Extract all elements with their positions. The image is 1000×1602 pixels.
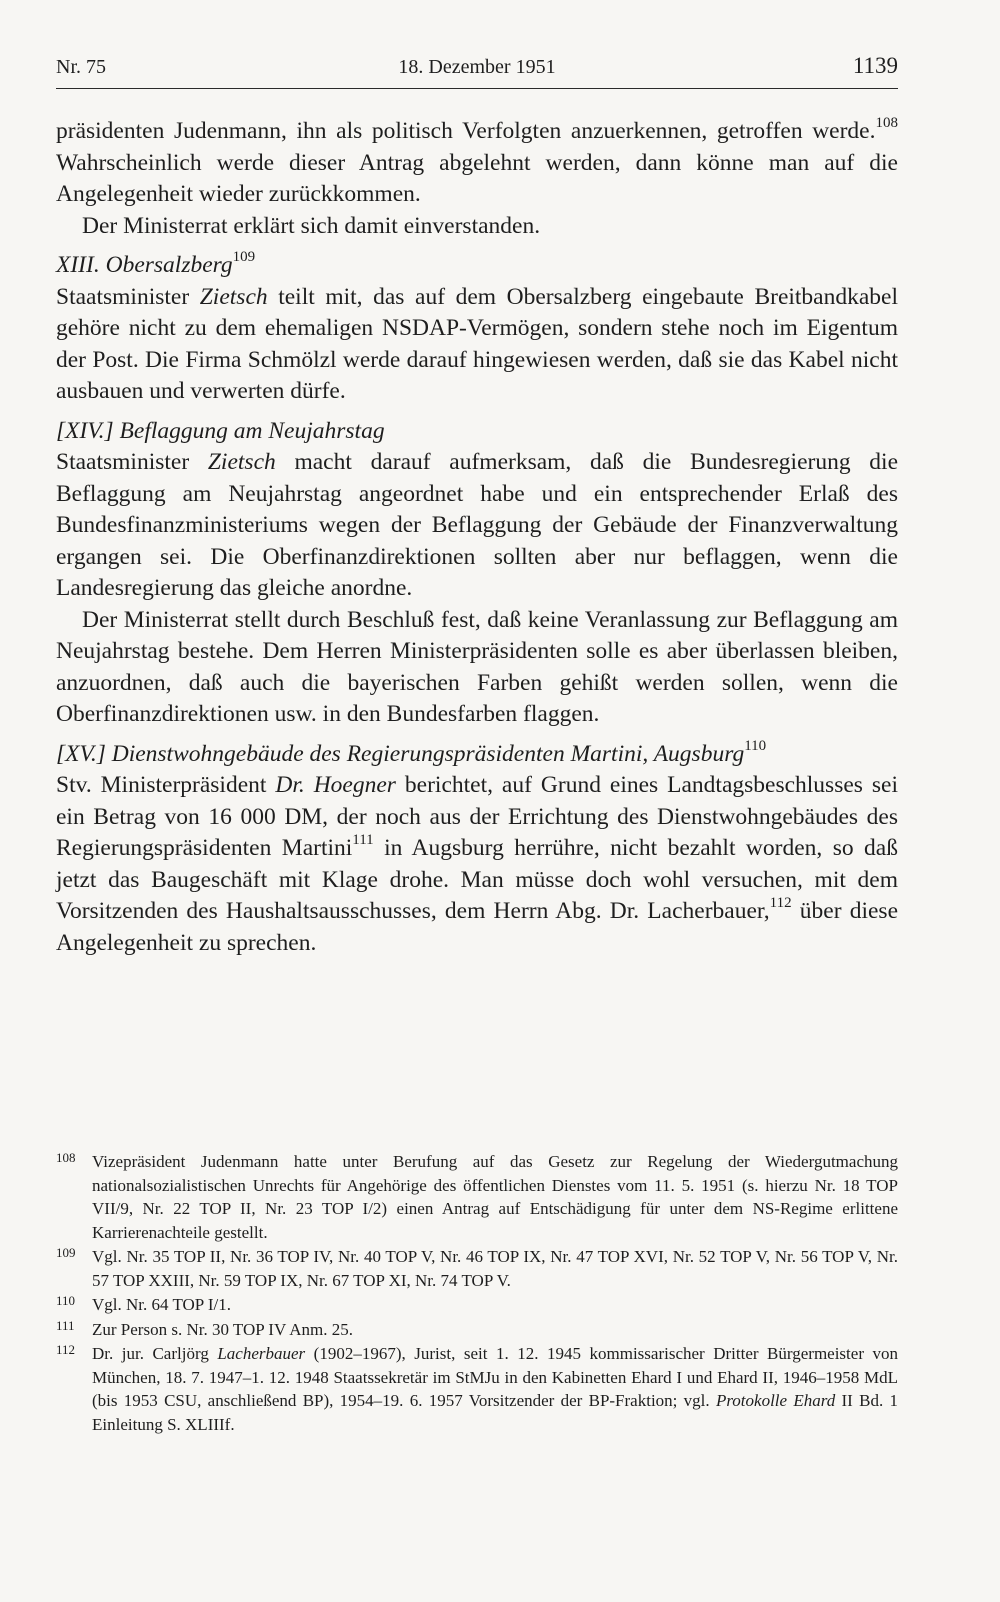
- footnote-110: 110 Vgl. Nr. 64 TOP I/1.: [56, 1293, 232, 1314]
- paragraph: Staatsminister Zietsch macht darauf aufmerksam, daß die Bundesregierung die Beflaggung am Neujahrstag angeordnet habe und ein entsprechender Erlaß des Bundesfinanzministeriums wegen der Beflaggung der Gebäude der Finanzverwaltung ergangen sei. Die Oberfinanzdirektionen sollten aber nur beflaggen, wenn die Landesregierung das gleiche anordne.: [56, 449, 899, 601]
- footnotes: [56, 1150, 898, 1437]
- paragraph: präsidenten Judenmann, ihn als politisch Verfolgten anzuerkennen, getroffen werde.$^{108}$ Wahrscheinlich werde dieser Antrag abgelehnt werden, dann könne man auf die Angelegenheit wieder zurückkommen.: [56, 115, 898, 207]
- footnote-112: 112 Dr. jur. Carljörg Lacherbauer (1902–1967), Jurist, seit 1. 12. 1945 kommissarischer Dritter Bürgermeister von München, 18. 7. 1947–1. 12. 1948 Staatssekretär im StMJu in den Kabinetten Ehard I und Ehard II, 1946–1958 MdL (bis 1953 CSU, anschließend BP), 1954–19. 6. 1957 Vorsitzender der BP-Fraktion; vgl. Protokolle Ehard II Bd. 1 Einleitung S. XLIIIf.: [56, 1342, 898, 1434]
- section-heading-xiii: XIII. Obersalzberg$^{109}$: [56, 249, 256, 278]
- main-text: [56, 116, 898, 959]
- document-date: 18. Dezember 1951: [398, 56, 556, 78]
- document-number: Nr. 75: [56, 56, 106, 78]
- person-name: Zietsch: [207, 449, 276, 475]
- person-name: Lacherbauer: [217, 1344, 306, 1363]
- footnote-number: 110: [56, 1293, 76, 1308]
- source-reference: Protokolle Ehard: [715, 1391, 836, 1410]
- footnote-ref[interactable]: 110: [744, 737, 767, 754]
- footnote-number: 111: [56, 1317, 75, 1333]
- person-name: Dr. Hoegner: [275, 772, 396, 798]
- person-name: Zietsch: [199, 283, 268, 310]
- footnote-number: 109: [56, 1245, 76, 1260]
- section-heading-xv: [XV.] Dienstwohngebäude des Regierungspräsidenten Martini, Augsburg$^{110}$: [56, 737, 767, 767]
- footnote-ref[interactable]: 109: [232, 249, 256, 266]
- footnote-ref[interactable]: 111: [352, 832, 374, 849]
- page-number: 1139: [852, 53, 898, 78]
- footnote-ref[interactable]: 108: [875, 115, 898, 132]
- footnote-108: 108 Vizepräsident Judenmann hatte unter Berufung auf das Gesetz zur Regelung der Wiedergutmachung nationalsozialistischen Unrechts für Angehörige des öffentlichen Dienstes vom 11. 5. 1951 (s. hierzu Nr. 18 TOP VII/9, Nr. 22 TOP II, Nr. 23 TOP I/2) einen Antrag auf Entschädigung für unter dem NS-Regime erlittene Karrierenachteile gestellt.: [56, 1150, 898, 1242]
- paragraph: Stv. Ministerpräsident Dr. Hoegner berichtet, auf Grund eines Landtagsbeschlusses sei ein Betrag von 16 000 DM, der noch aus der Errichtung des Dienstwohngebäudes des Regierungspräsidenten Martini$^{111}$ in Augsburg herrühre, nicht bezahlt worden, so daß jetzt das Baugeschäft mit Klage drohe. Man müsse doch wohl versuchen, mit dem Vorsitzenden des Haushaltsausschusses, dem Herrn Abg. Dr. Lacherbauer,$^{112}$ über diese Angelegenheit zu sprechen.: [56, 772, 898, 956]
- footnote-number: 108: [56, 1150, 76, 1165]
- footnote-109: 109 Vgl. Nr. 35 TOP II, Nr. 36 TOP IV, Nr. 40 TOP V, Nr. 46 TOP IX, Nr. 47 TOP XVI, Nr. 52 TOP V, Nr. 56 TOP V, Nr. 57 TOP XXIII, Nr. 59 TOP IX, Nr. 67 TOP XI, Nr. 74 TOP V.: [56, 1245, 898, 1290]
- footnote-ref[interactable]: 112: [769, 895, 792, 912]
- paragraph: Staatsminister Zietsch teilt mit, das auf dem Obersalzberg eingebaute Breitbandkabel gehöre nicht zu dem ehemaligen NSDAP-Vermögen, sondern stehe noch im Eigentum der Post. Die Firma Schmölzl werde darauf hingewiesen werden, daß sie das Kabel nicht ausbauen und verwerten dürfe.: [56, 283, 898, 404]
- section-heading-xiv: [XIV.] Beflaggung am Neujahrstag: [56, 417, 385, 444]
- paragraph: Der Ministerrat erklärt sich damit einverstanden.: [82, 212, 541, 239]
- paragraph: Der Ministerrat stellt durch Beschluß fest, daß keine Veranlassung zur Beflaggung am Neujahrstag bestehe. Dem Herren Ministerpräsidenten solle es aber überlassen bleiben, anzuordnen, daß auch die bayerischen Farben gehißt werden sollen, wenn die Oberfinanzdirektionen usw. in den Bundesfarben flaggen.: [56, 606, 898, 727]
- running-header: [56, 52, 898, 89]
- footnote-111: 111 Zur Person s. Nr. 30 TOP IV Anm. 25.: [56, 1317, 354, 1339]
- footnote-number: 112: [56, 1342, 76, 1357]
